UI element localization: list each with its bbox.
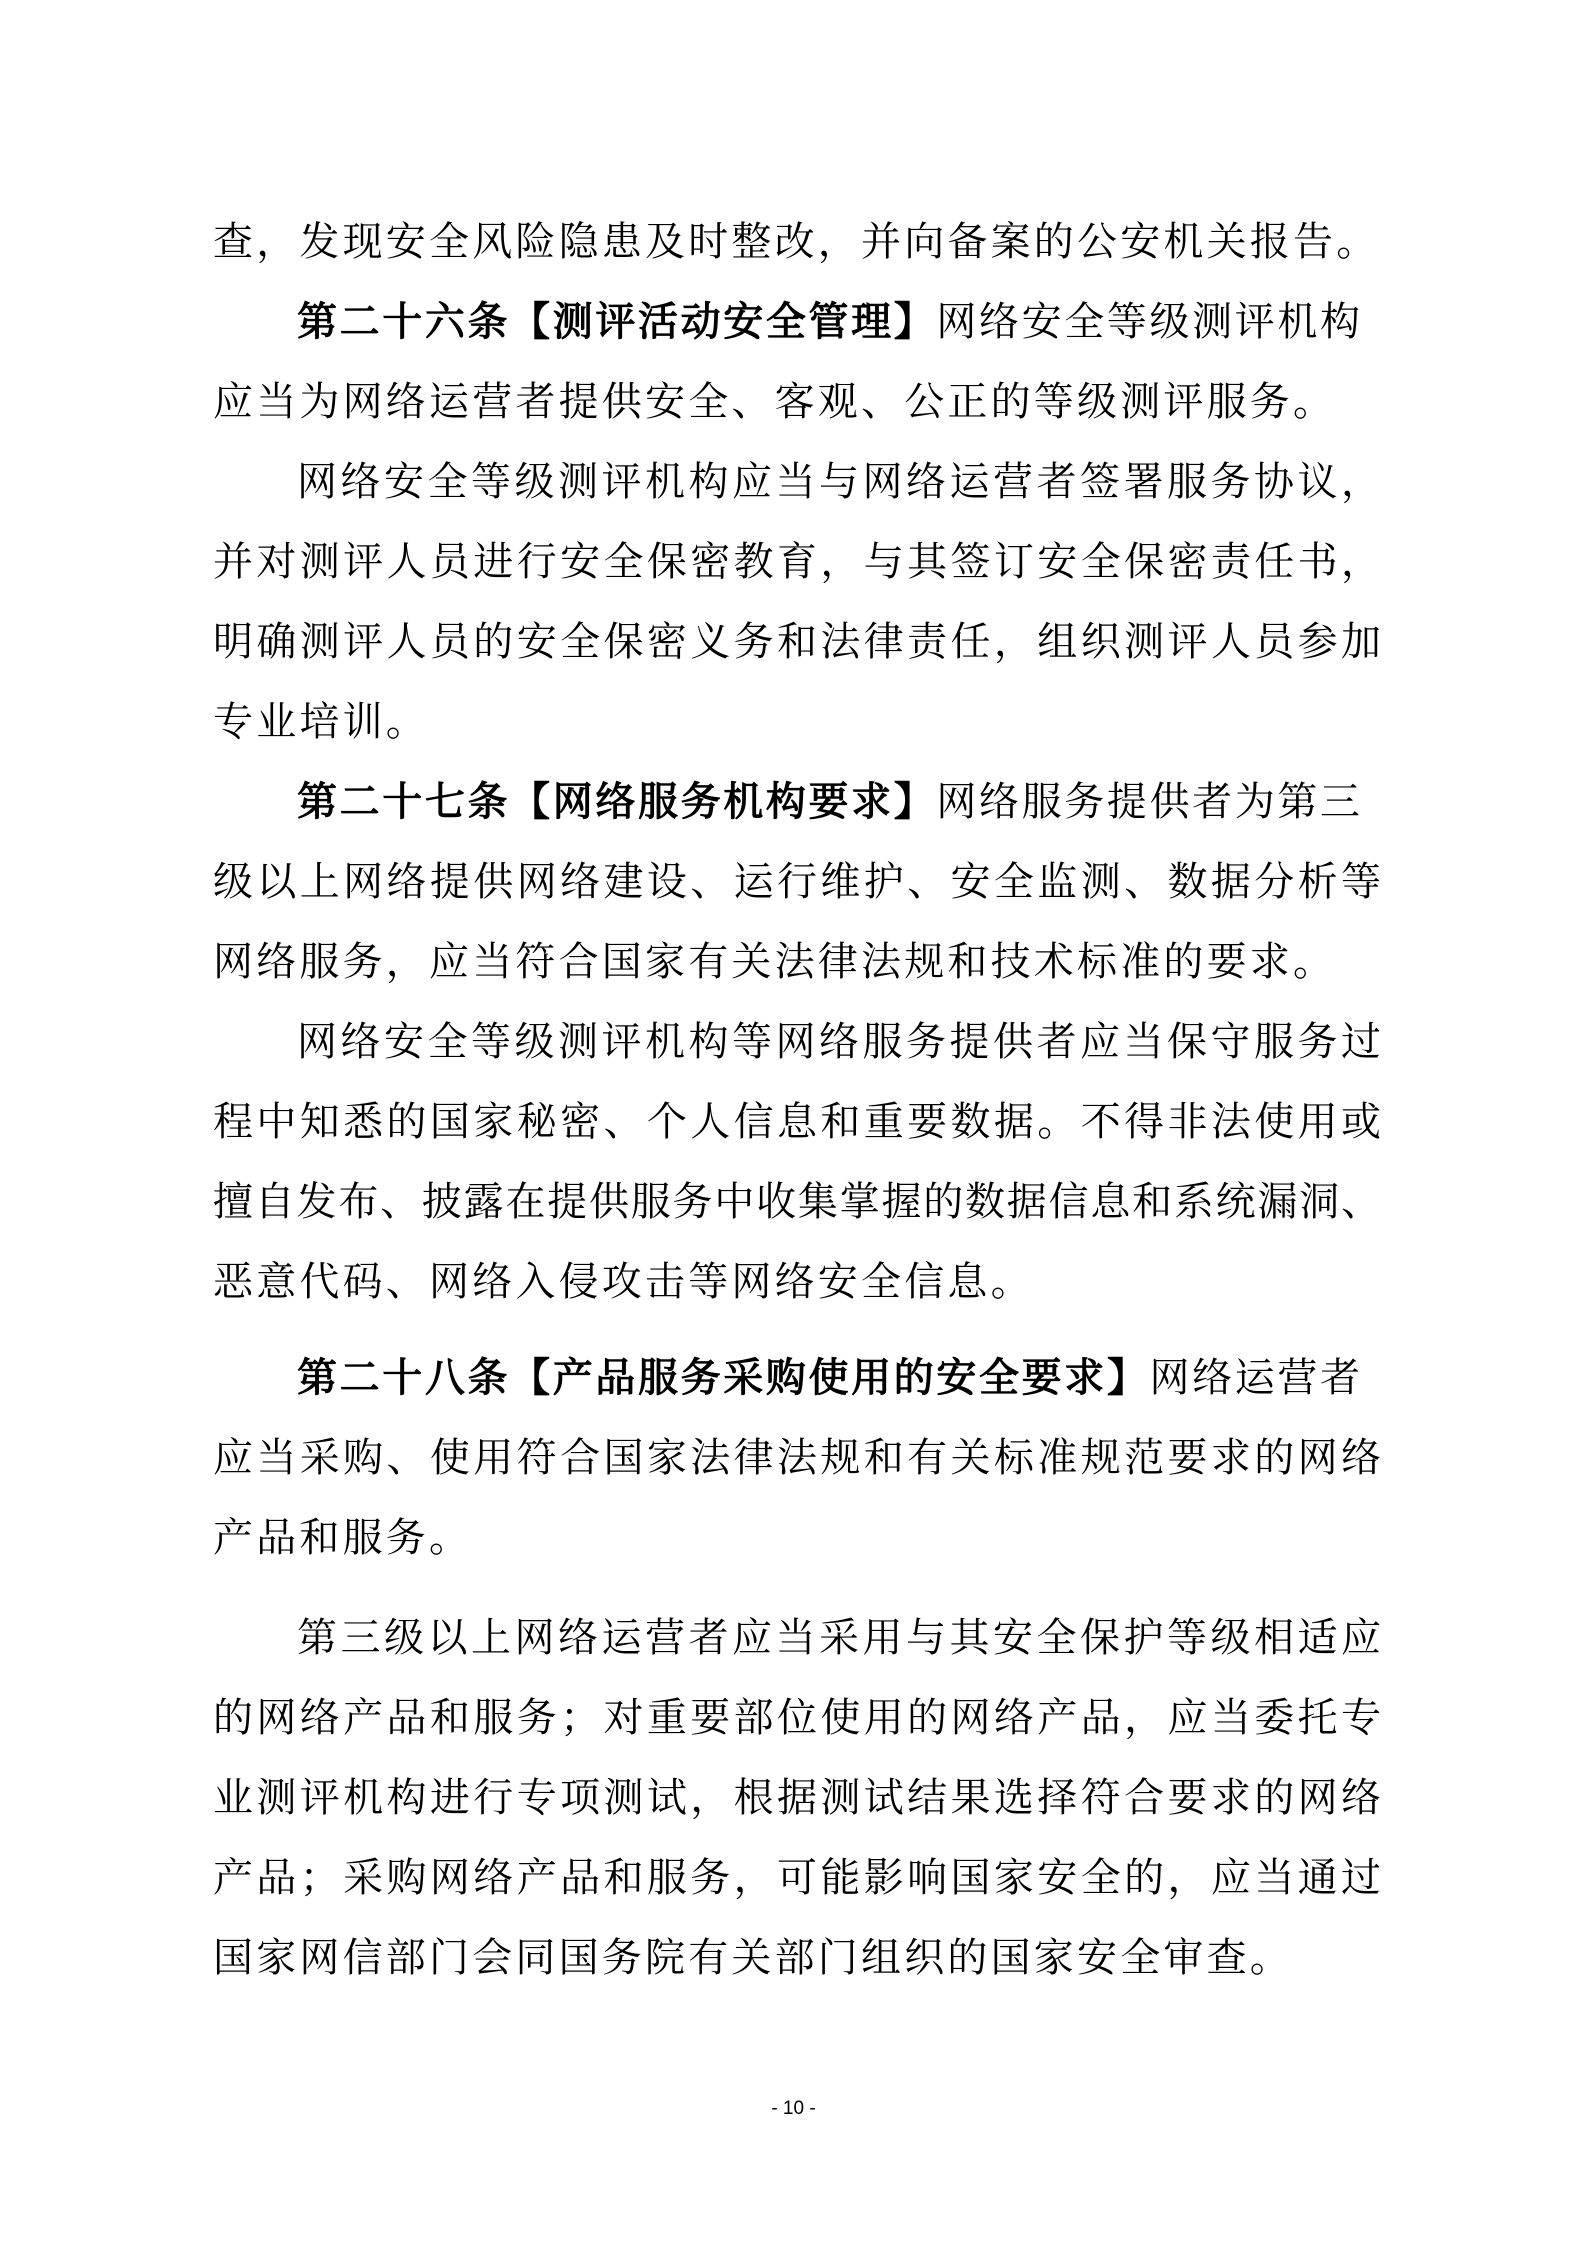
- article-28-para2-line: 业测评机构进行专项测试，根据测试结果选择符合要求的网络: [213, 1775, 1385, 1821]
- article-27-para2-line: 恶意代码、网络入侵攻击等网络安全信息。: [213, 1259, 1034, 1305]
- article-26-line: 应当为网络运营者提供安全、客观、公正的等级测评服务。: [213, 379, 1337, 425]
- article-26-para2-line: 明确测评人员的安全保密义务和法律责任，组织测评人员参加: [213, 619, 1385, 665]
- article-27-para2-line: 网络安全等级测评机构等网络服务提供者应当保守服务过: [297, 1019, 1385, 1065]
- article-28-para2-line: 的网络产品和服务；对重要部位使用的网络产品，应当委托专: [213, 1695, 1385, 1741]
- article-27-para2-line: 擅自发布、披露在提供服务中收集掌握的数据信息和系统漏洞、: [213, 1179, 1383, 1225]
- article-26-para2-line: 网络安全等级测评机构应当与网络运营者签署服务协议，: [297, 459, 1385, 505]
- article-26-text: 网络安全等级测评机构: [936, 299, 1363, 345]
- article-27-line: 级以上网络提供网络建设、运行维护、安全监测、数据分析等: [213, 859, 1385, 905]
- article-28-line: 产品和服务。: [213, 1515, 473, 1561]
- article-27-first-line: [297, 772, 1381, 832]
- article-27-line: 网络服务，应当符合国家有关法律法规和技术标准的要求。: [213, 939, 1337, 985]
- article-27-para2-line: 程中知悉的国家秘密、个人信息和重要数据。不得非法使用或: [213, 1099, 1385, 1145]
- article-26-para2-line: 并对测评人员进行安全保密教育，与其签订安全保密责任书，: [213, 539, 1385, 585]
- page-number: - 10 -: [771, 2098, 816, 2119]
- article-28-para2-line: 产品；采购网络产品和服务，可能影响国家安全的，应当通过: [213, 1855, 1385, 1901]
- article-26-heading: 第二十六条【测评活动安全管理】: [297, 299, 937, 345]
- article-26-para2-line: 专业培训。: [213, 699, 429, 745]
- article-28-para2-line: 第三级以上网络运营者应当采用与其安全保护等级相适应: [297, 1615, 1385, 1661]
- article-28-heading: 第二十八条【产品服务采购使用的安全要求】: [297, 1355, 1150, 1401]
- paragraph-continuation-line: 查，发现安全风险隐患及时整改，并向备案的公安机关报告。: [213, 219, 1380, 265]
- article-27-text: 网络服务提供者为第三: [936, 779, 1363, 825]
- article-26-first-line: [297, 292, 1381, 352]
- article-28-text: 网络运营者: [1149, 1355, 1363, 1401]
- article-28-para2-line: 国家网信部门会同国务院有关部门组织的国家安全审查。: [213, 1935, 1293, 1981]
- article-28-first-line: [297, 1348, 1381, 1408]
- article-27-heading: 第二十七条【网络服务机构要求】: [297, 779, 937, 825]
- article-28-line: 应当采购、使用符合国家法律法规和有关标准规范要求的网络: [213, 1435, 1385, 1481]
